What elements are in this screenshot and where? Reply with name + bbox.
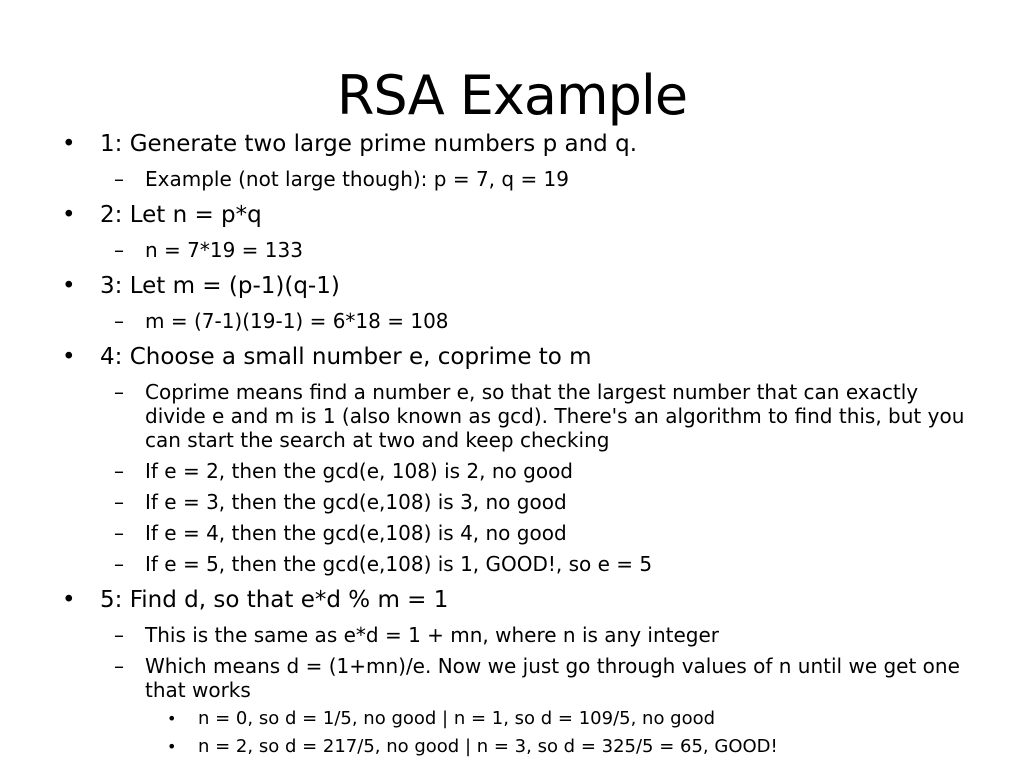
step-1-text: 1: Generate two large prime numbers p and q.	[100, 131, 638, 157]
step-4-sub-3	[60, 490, 970, 514]
sub-bullet-marker: •	[167, 737, 177, 756]
slide-title: RSA Example	[336, 64, 688, 127]
step-5-sub-2-detail-1	[60, 708, 970, 730]
step-3-text: 3: Let m = (p-1)(q-1)	[100, 273, 340, 299]
bullet-marker: •	[62, 344, 76, 370]
step-2-sub-1-text: n = 7*19 = 133	[145, 238, 303, 262]
dash-marker: –	[114, 490, 124, 514]
dash-marker: –	[114, 623, 124, 647]
dash-marker: –	[114, 552, 124, 576]
step-5-sub-2-detail-2-text: n = 2, so d = 217/5, no good | n = 3, so d = 325/5 = 65, GOOD!	[198, 736, 778, 757]
step-4-sub-4	[60, 521, 970, 545]
step-5-sub-1-text: This is the same as e*d = 1 + mn, where n is any integer	[145, 623, 720, 647]
bullet-marker: •	[62, 131, 76, 157]
step-5-sub-2-detail-1-text: n = 0, so d = 1/5, no good | n = 1, so d = 109/5, no good	[198, 708, 716, 729]
step-5-text: 5: Find d, so that e*d % m = 1	[100, 587, 449, 613]
step-4-sub-1	[60, 380, 970, 452]
dash-marker: –	[114, 238, 124, 262]
step-4-sub-3-text: If e = 3, then the gcd(e,108) is 3, no good	[145, 490, 567, 514]
step-4-sub-2	[60, 459, 970, 483]
step-1-sub-1-text: Example (not large though): p = 7, q = 19	[145, 167, 570, 191]
step-2	[60, 199, 970, 231]
step-4	[60, 341, 970, 373]
step-3	[60, 270, 970, 302]
slide-content	[60, 128, 970, 758]
step-5	[60, 584, 970, 616]
dash-marker: –	[114, 654, 124, 678]
step-4-sub-1-text: Coprime means find a number e, so that the largest number that can exactly divide e and m is 1 (also known as gcd). There's an algorithm to find this, but you can start the search at two and keep checking	[145, 380, 965, 452]
step-5-sub-2	[60, 654, 970, 702]
dash-marker: –	[114, 167, 124, 191]
step-4-sub-2-text: If e = 2, then the gcd(e, 108) is 2, no good	[145, 459, 573, 483]
dash-marker: –	[114, 380, 124, 404]
dash-marker: –	[114, 309, 124, 333]
dash-marker: –	[114, 521, 124, 545]
step-2-text: 2: Let n = p*q	[100, 202, 262, 228]
dash-marker: –	[114, 459, 124, 483]
bullet-marker: •	[62, 587, 76, 613]
bullet-marker: •	[62, 202, 76, 228]
step-1	[60, 128, 970, 160]
step-5-sub-1	[60, 623, 970, 647]
step-5-sub-2-text: Which means d = (1+mn)/e. Now we just go through values of n until we get one that works	[145, 654, 960, 702]
step-3-sub-1	[60, 309, 970, 333]
step-4-sub-4-text: If e = 4, then the gcd(e,108) is 4, no good	[145, 521, 567, 545]
bullet-marker: •	[62, 273, 76, 299]
step-2-sub-1	[60, 238, 970, 262]
step-4-text: 4: Choose a small number e, coprime to m	[100, 344, 592, 370]
step-5-sub-2-detail-2	[60, 736, 970, 758]
step-4-sub-5	[60, 552, 970, 576]
sub-bullet-marker: •	[167, 709, 177, 728]
step-1-sub-1	[60, 167, 970, 191]
step-3-sub-1-text: m = (7-1)(19-1) = 6*18 = 108	[145, 309, 449, 333]
step-4-sub-5-text: If e = 5, then the gcd(e,108) is 1, GOOD!, so e = 5	[145, 552, 653, 576]
